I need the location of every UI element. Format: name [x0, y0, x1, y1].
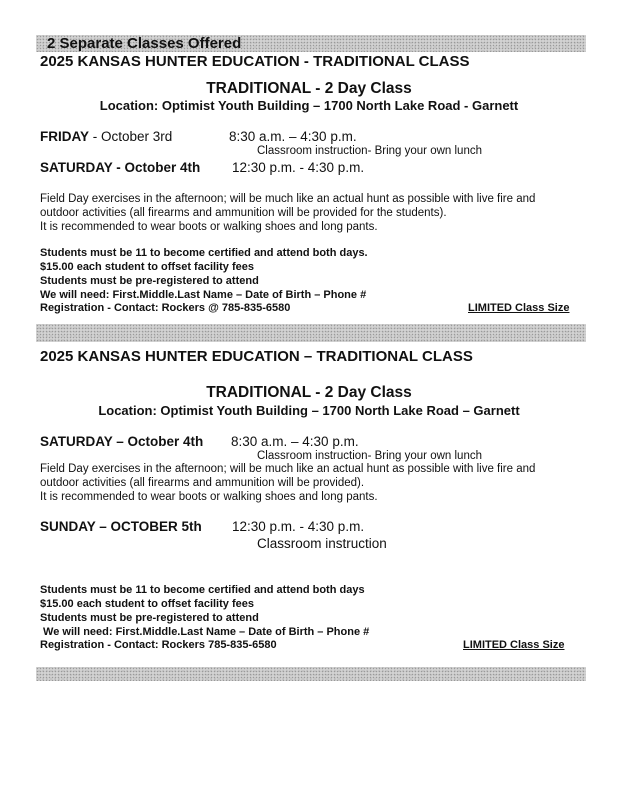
section1-day1-date: - October 3rd [89, 129, 173, 144]
section1-day2-date: - October 4th [112, 160, 201, 175]
section1-requirement-4: We will need: First.Middle.Last Name – Date of Birth – Phone # [40, 289, 367, 301]
section2-location: Location: Optimist Youth Building – 1700 North Lake Road – Garnett [98, 403, 520, 418]
section1-requirement-1: Students must be 11 to become certified and attend both days. [40, 247, 368, 259]
section2-requirement-3: Students must be pre-registered to attend [40, 612, 259, 624]
top-banner-text: 2 Separate Classes Offered [47, 35, 242, 52]
section1-requirement-2: $15.00 each student to offset facility fees [40, 261, 254, 273]
section2-field-line1: Field Day exercises in the afternoon; will be much like an actual hunt as possible with live fire and [40, 463, 536, 475]
section2-class-title: TRADITIONAL - 2 Day Class [206, 384, 412, 401]
section1-heading: 2025 KANSAS HUNTER EDUCATION - TRADITIONAL CLASS [40, 53, 470, 70]
section2-requirement-4: We will need: First.Middle.Last Name – Date of Birth – Phone # [40, 626, 370, 638]
section1-location: Location: Optimist Youth Building – 1700 North Lake Road - Garnett [99, 98, 519, 113]
section1-limited-class-size: LIMITED Class Size [468, 302, 570, 314]
section2-requirement-5: Registration - Contact: Rockers 785-835-6580 [40, 639, 277, 651]
section2-day2-note: Classroom instruction [257, 536, 387, 551]
section1-requirement-3: Students must be pre-registered to attend [40, 275, 259, 287]
section1-day2 [40, 160, 200, 175]
section-divider-bar [36, 324, 586, 342]
section2-field-line3: It is recommended to wear boots or walking shoes and long pants. [40, 491, 378, 503]
section2-day1-label: SATURDAY – October 4th [40, 434, 204, 449]
section2-day2-label: SUNDAY – OCTOBER 5th [40, 519, 202, 534]
section2-day1-time: 8:30 a.m. – 4:30 p.m. [231, 434, 359, 449]
section1-day1-time: 8:30 a.m. – 4:30 p.m. [229, 129, 357, 144]
section1-day2-time: 12:30 p.m. - 4:30 p.m. [232, 160, 365, 175]
section1-day1 [40, 129, 172, 144]
section1-field-line1: Field Day exercises in the afternoon; will be much like an actual hunt as possible with live fire and [40, 193, 536, 205]
section1-day2-label: SATURDAY [40, 160, 113, 175]
section1-class-title: TRADITIONAL - 2 Day Class [206, 80, 412, 97]
section1-requirement-5: Registration - Contact: Rockers @ 785-835-6580 [40, 302, 291, 314]
section2-day2-time: 12:30 p.m. - 4:30 p.m. [232, 519, 365, 534]
section2-limited-class-size: LIMITED Class Size [463, 639, 565, 651]
section2-field-line2: outdoor activities (all firearms and ammunition will be provided). [40, 477, 365, 489]
section2-heading: 2025 KANSAS HUNTER EDUCATION – TRADITIONAL CLASS [40, 348, 473, 365]
section1-field-line2: outdoor activities (all firearms and ammunition will be provided for the students). [40, 207, 447, 219]
section2-requirement-1: Students must be 11 to become certified and attend both days [40, 584, 365, 596]
section1-day1-label: FRIDAY [40, 129, 90, 144]
section2-requirement-2: $15.00 each student to offset facility fees [40, 598, 254, 610]
bottom-bar [36, 667, 586, 681]
section1-field-line3: It is recommended to wear boots or walking shoes and long pants. [40, 221, 378, 233]
section1-day1-note: Classroom instruction- Bring your own lunch [257, 145, 482, 157]
section2-day1-note: Classroom instruction- Bring your own lunch [257, 450, 482, 462]
